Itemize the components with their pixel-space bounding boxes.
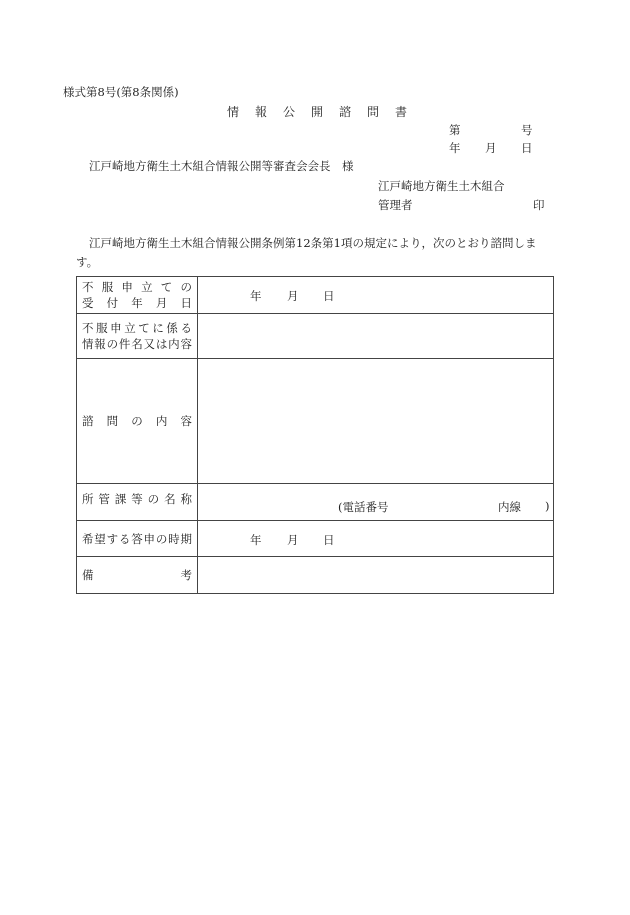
month-label: 月: [287, 289, 299, 303]
closing-paren: ): [545, 499, 550, 513]
seal-mark: 印: [533, 198, 545, 212]
day-label: 日: [323, 533, 335, 547]
row-desired-date: [77, 521, 554, 557]
label: 諮問の内容: [82, 414, 192, 428]
label: 備考: [82, 568, 192, 582]
info-subject-field[interactable]: [198, 314, 554, 359]
receipt-date-field[interactable]: [198, 277, 554, 314]
row-inquiry-content: [77, 359, 554, 484]
addressee: 江戸崎地方衛生土木組合情報公開等審査会会長 様: [89, 159, 354, 173]
sender-org: 江戸崎地方衛生土木組合: [378, 179, 505, 193]
row-department: [77, 484, 554, 521]
date-year: 年: [449, 141, 461, 155]
inquiry-table: [76, 276, 554, 594]
desired-date-field[interactable]: [198, 521, 554, 557]
form-number: 様式第8号(第8条関係): [63, 85, 179, 99]
row-info-subject: [77, 314, 554, 359]
month-label: 月: [287, 533, 299, 547]
row-remarks: [77, 557, 554, 594]
phone-label: (電話番号: [338, 500, 389, 514]
label-line: 不服申立てに係る: [82, 321, 192, 335]
sender-title: 管理者: [378, 198, 413, 212]
date-day: 日: [521, 141, 533, 155]
label-line: 受付年月日: [82, 296, 192, 310]
label: 所管課等の名称: [82, 492, 192, 506]
date-month: 月: [485, 141, 497, 155]
day-label: 日: [323, 289, 335, 303]
row-receipt-date: [77, 277, 554, 314]
year-label: 年: [250, 533, 262, 547]
label-line: 不服申立ての: [82, 280, 192, 294]
extension-label: 内線: [498, 500, 521, 514]
label: 希望する答申の時期: [82, 531, 192, 546]
department-field[interactable]: [198, 484, 554, 521]
doc-number-prefix: 第: [449, 123, 461, 137]
document-title: 情報公開諮問書: [227, 105, 407, 119]
year-label: 年: [250, 289, 262, 303]
inquiry-content-field[interactable]: [198, 359, 554, 484]
body-text-line1: 江戸崎地方衛生土木組合情報公開条例第12条第1項の規定により，次のとおり諮問しま: [89, 236, 537, 250]
doc-number-suffix: 号: [521, 123, 533, 137]
remarks-field[interactable]: [198, 557, 554, 594]
body-text-line2: す。: [76, 255, 99, 269]
label-line: 情報の件名又は内容: [82, 337, 192, 351]
